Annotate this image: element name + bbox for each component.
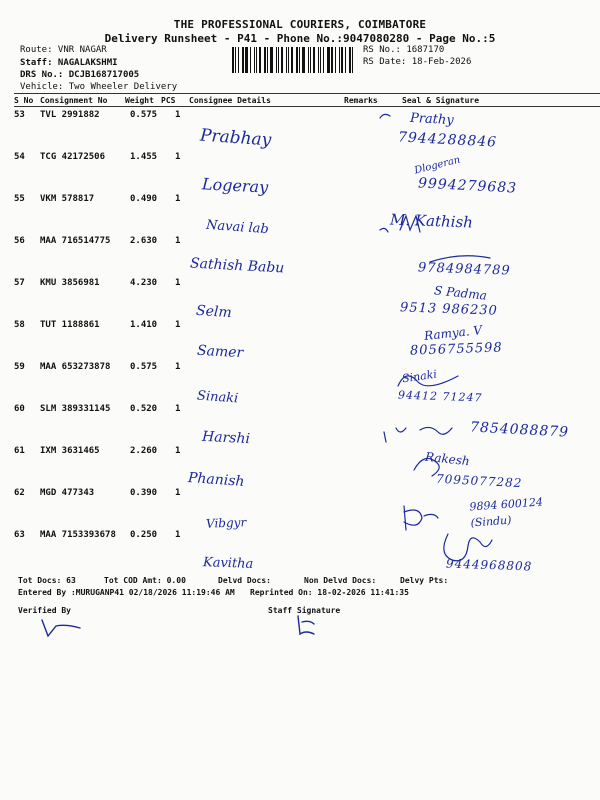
barcode-bar [296, 47, 298, 73]
col-sno: S No [14, 96, 34, 105]
handwritten-signature: Prathy [409, 110, 455, 129]
barcode-bar [291, 47, 293, 73]
rs-date: RS Date: 18-Feb-2026 [363, 57, 472, 67]
route: Route: VNR NAGAR [20, 45, 107, 55]
row-pcs: 1 [175, 152, 181, 162]
row-weight: 0.520 [130, 404, 158, 414]
barcode-bar [352, 47, 353, 73]
barcode-bar [232, 47, 234, 73]
handwritten-consignee: Prabhay [199, 125, 272, 151]
barcode-bar [259, 47, 261, 73]
col-pcs: PCS [161, 96, 176, 105]
barcode-bar [302, 47, 305, 73]
total-cod: Tot COD Amt: 0.00 [104, 576, 186, 585]
row-sno: 56 [14, 236, 25, 246]
handwritten-consignee: Sathish Babu [189, 255, 285, 277]
handwritten-consignee: Vibgyr [205, 515, 247, 531]
handwritten-consignee: Selm [195, 302, 233, 322]
delivered-docs: Delvd Docs: [218, 576, 271, 585]
handwritten-phone: 9784984789 [417, 260, 511, 279]
row-consignment: TUT 1188861 [40, 320, 100, 330]
barcode-bar [281, 47, 283, 73]
barcode-bar [318, 47, 319, 73]
handwritten-phone: 9894 600124 (Sindu) [469, 495, 544, 530]
row-sno: 63 [14, 530, 25, 540]
row-pcs: 1 [175, 446, 181, 456]
row-weight: 2.260 [130, 446, 158, 456]
row-consignment: KMU 3856981 [40, 278, 100, 288]
barcode-bar [264, 47, 266, 73]
table-top-rule [14, 93, 600, 94]
barcode-bar [313, 47, 315, 73]
table-header-rule [14, 106, 600, 107]
table-row [14, 530, 600, 550]
handwritten-signature: Dlogeran [413, 154, 462, 177]
handwritten-signature: S Padma [433, 283, 488, 303]
row-pcs: 1 [175, 194, 181, 204]
row-consignment: TCG 42172506 [40, 152, 106, 162]
handwritten-phone: 7944288846 [397, 129, 498, 151]
staff-signature-label: Staff Signature [268, 606, 341, 615]
row-consignment: SLM 389331145 [40, 404, 111, 414]
handwritten-consignee: Harshi [201, 428, 251, 448]
table-row [14, 110, 600, 130]
barcode-bar [341, 47, 343, 73]
row-weight: 2.630 [130, 236, 158, 246]
row-sno: 59 [14, 362, 25, 372]
row-weight: 1.455 [130, 152, 158, 162]
non-delivered-docs: Non Delvd Docs: [304, 576, 377, 585]
table-row [14, 152, 600, 172]
handwritten-consignee: Kavitha [202, 555, 254, 572]
handwritten-signature: Sinaki [401, 367, 438, 386]
entered-by: Entered By :MURUGANP41 02/18/2026 11:19:46 AM [18, 588, 235, 597]
barcode-bar [308, 47, 309, 73]
handwritten-consignee: Samer [196, 342, 244, 362]
barcode-bar [235, 47, 236, 73]
barcode-bar [270, 47, 273, 73]
row-pcs: 1 [175, 110, 181, 120]
row-sno: 58 [14, 320, 25, 330]
row-weight: 1.410 [130, 320, 158, 330]
row-pcs: 1 [175, 278, 181, 288]
row-sno: 55 [14, 194, 25, 204]
scribble-row-62 [404, 506, 438, 530]
handwritten-phone: 9444968808 [445, 556, 533, 574]
table-row [14, 194, 600, 214]
handwritten-signature: Ramya. V [423, 323, 483, 343]
barcode [232, 47, 356, 73]
barcode-bar [250, 47, 251, 73]
table-row [14, 362, 600, 382]
row-pcs: 1 [175, 320, 181, 330]
row-pcs: 1 [175, 404, 181, 414]
barcode-bar [299, 47, 300, 73]
row-sno: 60 [14, 404, 25, 414]
row-weight: 4.230 [130, 278, 158, 288]
row-consignment: VKM 578817 [40, 194, 95, 204]
row-consignment: MAA 653273878 [40, 362, 111, 372]
handwritten-phone: 9994279683 [417, 175, 518, 197]
sheet-title: Delivery Runsheet - P41 - Phone No.:9047080280 - Page No.:5 [104, 32, 496, 45]
row-weight: 0.575 [130, 110, 158, 120]
table-row [14, 446, 600, 466]
row-pcs: 1 [175, 362, 181, 372]
drs-number: DRS No.: DCJB168717005 [20, 70, 140, 80]
scribble-row-60 [384, 427, 452, 442]
table-row [14, 320, 600, 340]
barcode-bar [349, 47, 351, 73]
col-remarks: Remarks [344, 96, 378, 105]
col-seal: Seal & Signature [402, 96, 480, 105]
staff: Staff: NAGALAKSHMI [20, 58, 118, 68]
barcode-bar [245, 47, 248, 73]
row-pcs: 1 [175, 236, 181, 246]
row-weight: 0.390 [130, 488, 158, 498]
handwritten-phone: 94412 71247 [397, 388, 483, 405]
handwritten-consignee: Navai lab [205, 217, 270, 238]
handwritten-phone: 7854088879 [469, 419, 570, 441]
barcode-bar [323, 47, 324, 73]
barcode-bar [339, 47, 340, 73]
barcode-bar [242, 47, 244, 73]
barcode-bar [238, 47, 239, 73]
table-row [14, 236, 600, 256]
row-pcs: 1 [175, 488, 181, 498]
total-docs: Tot Docs: 63 [18, 576, 76, 585]
handwritten-signature: M. Kathish [389, 210, 474, 232]
barcode-bar [276, 47, 277, 73]
row-consignment: MAA 7153393678 [40, 530, 116, 540]
barcode-bar [335, 47, 336, 73]
row-pcs: 1 [175, 530, 181, 540]
verified-signature [38, 614, 98, 644]
barcode-bar [320, 47, 321, 73]
barcode-bar [331, 47, 333, 73]
row-consignment: TVL 2991882 [40, 110, 100, 120]
row-consignment: MGD 477343 [40, 488, 95, 498]
row-sno: 62 [14, 488, 25, 498]
barcode-bar [345, 47, 346, 73]
barcode-bar [256, 47, 257, 73]
handwritten-signature: Rakesh [424, 449, 471, 469]
barcode-bar [286, 47, 287, 73]
barcode-bar [288, 47, 289, 73]
barcode-bar [310, 47, 311, 73]
row-sno: 53 [14, 110, 25, 120]
row-weight: 0.490 [130, 194, 158, 204]
col-consignee: Consignee Details [189, 96, 271, 105]
vehicle: Vehicle: Two Wheeler Delivery [20, 82, 178, 92]
col-weight: Weight [125, 96, 154, 105]
company-title: THE PROFESSIONAL COURIERS, COIMBATORE [173, 18, 427, 31]
handwritten-phone: 9513 986230 [399, 300, 499, 319]
row-weight: 0.575 [130, 362, 158, 372]
row-consignment: IXM 3631465 [40, 446, 100, 456]
row-sno: 54 [14, 152, 25, 162]
row-weight: 0.250 [130, 530, 158, 540]
handwritten-phone: 8056755598 [409, 340, 503, 359]
handwritten-consignee: Phanish [187, 470, 245, 490]
handwritten-consignee: Sinaki [196, 388, 239, 407]
row-consignment: MAA 716514775 [40, 236, 111, 246]
handwritten-consignee: Logeray [201, 174, 269, 197]
verified-by-label: Verified By [18, 606, 71, 615]
reprinted-on: Reprinted On: 18-02-2026 11:41:35 [250, 588, 409, 597]
row-sno: 61 [14, 446, 25, 456]
staff-signature [290, 612, 350, 642]
col-consignment: Consignment No [40, 96, 108, 105]
handwritten-phone: 7095077282 [435, 471, 523, 491]
barcode-bar [278, 47, 279, 73]
delivery-points: Delvy Pts: [400, 576, 449, 585]
barcode-bar [254, 47, 255, 73]
rs-number: RS No.: 1687170 [363, 45, 445, 55]
table-row [14, 278, 600, 298]
barcode-bar [327, 47, 330, 73]
barcode-bar [267, 47, 268, 73]
row-sno: 57 [14, 278, 25, 288]
